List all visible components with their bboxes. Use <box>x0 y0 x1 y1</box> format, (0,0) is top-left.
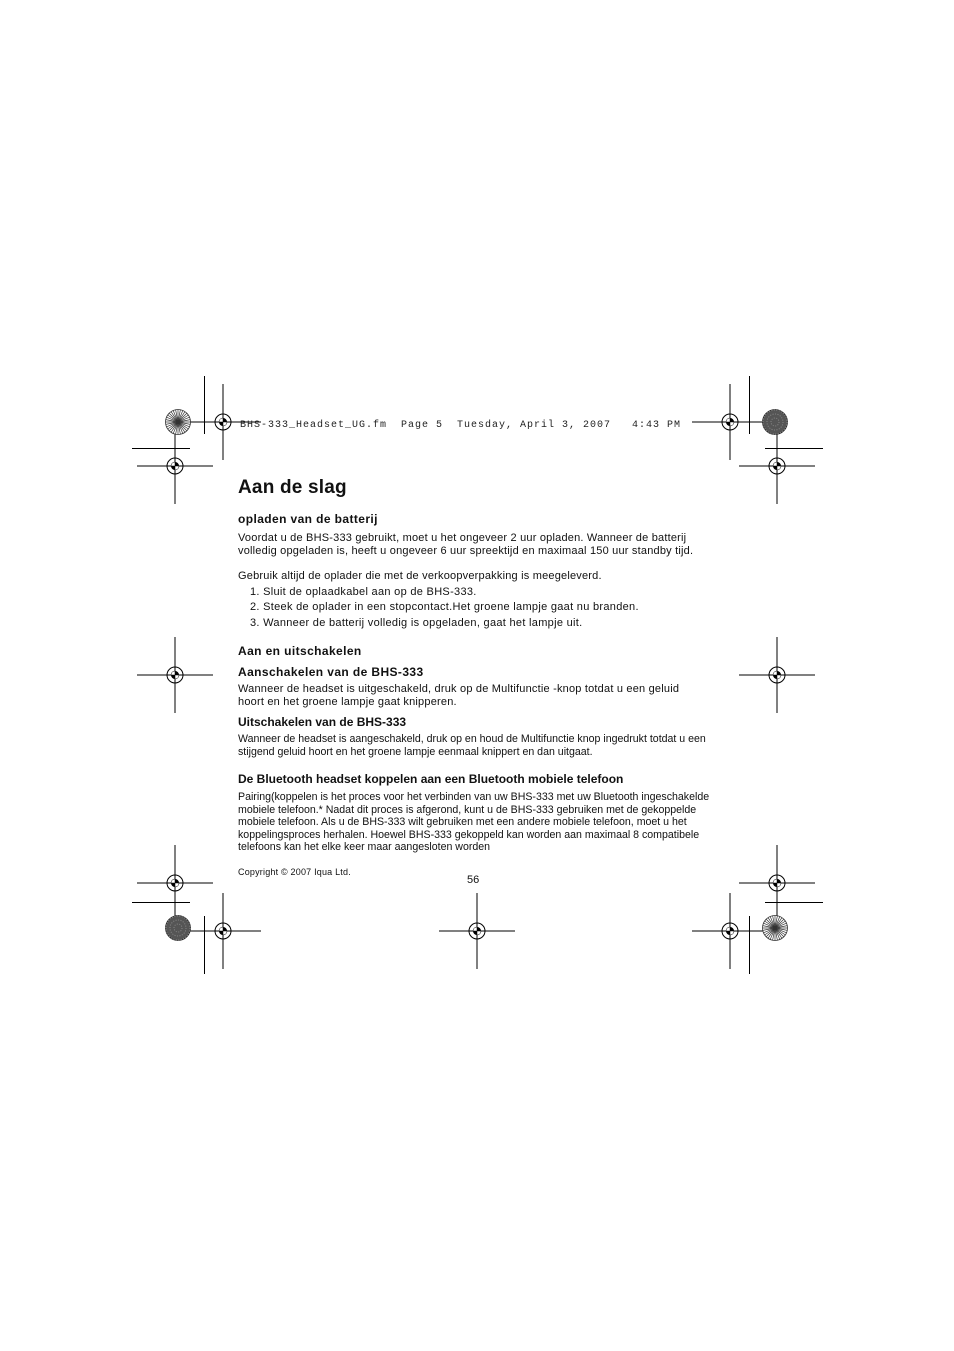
page-number: 56 <box>467 874 480 886</box>
print-header: BHS-333_Headset_UG.fm Page 5 Tuesday, April 3, 2007 4:43 PM <box>240 420 682 431</box>
registration-mark-icon <box>739 637 815 713</box>
power-on-text: Wanneer de headset is uitgeschakeld, druk op de Multifunctie -knop totdat u een geluid hoort en het groene lampje gaat knipperen. <box>238 683 680 708</box>
pairing-text: Pairing(koppelen is het proces voor het verbinden van uw BHS-333 met uw Bluetooth ingeschakelde mobiele telefoon.* Nadat dit proces is afgerond, kunt u de BHS-333 gebruiken met de gekoppelde mobiele telefoon. Als u de BHS-333 wilt gebruiken met een andere mobiele telefoon, moet u het koppelingsproces herhalen. Hoewel BHS-333 gekoppeld kan worden aan maximaal 8 compatibele telefoons kan het elke keer maar aangesloten worden <box>238 791 710 853</box>
list-item: 3. Wanneer de batterij volledig is opgeladen, gaat het lampje uit. <box>250 617 583 629</box>
registration-mark-icon <box>692 893 768 969</box>
list-item: 2. Steek de oplader in een stopcontact.Het groene lampje gaat nu branden. <box>250 601 639 613</box>
registration-mark-icon <box>137 637 213 713</box>
copyright-notice: Copyright © 2007 Iqua Ltd. <box>238 867 351 877</box>
star-target-icon <box>762 915 788 941</box>
section-heading-power: Aan en uitschakelen <box>238 644 362 658</box>
section-heading-pairing: De Bluetooth headset koppelen aan een Bluetooth mobiele telefoon <box>238 772 624 786</box>
list-item: 1. Sluit de oplaadkabel aan op de BHS-333. <box>250 586 477 598</box>
subheading-power-on: Aanschakelen van de BHS-333 <box>238 665 424 679</box>
registration-mark-icon <box>137 428 213 504</box>
charging-paragraph: Voordat u de BHS-333 gebruikt, moet u het ongeveer 2 uur opladen. Wanneer de batterij volledig opgeladen is, heeft u ongeveer 6 uur spreektijd en maximaal 150 uur standby tijd. <box>238 532 694 557</box>
page-title: Aan de slag <box>238 477 347 498</box>
section-heading-charging: opladen van de batterij <box>238 512 378 526</box>
subheading-power-off: Uitschakelen van de BHS-333 <box>238 715 407 729</box>
grey-dot-circle-icon <box>165 915 191 941</box>
star-target-icon <box>165 409 191 435</box>
power-off-text: Wanneer de headset is aangeschakeld, druk op en houd de Multifunctie knop ingedrukt totdat u een stijgend geluid hoort en het groene lampje eenmaal knippert en dan uitgaat. <box>238 733 706 758</box>
grey-dot-circle-icon <box>762 409 788 435</box>
registration-mark-icon <box>739 428 815 504</box>
registration-mark-icon <box>185 893 261 969</box>
registration-mark-icon <box>439 893 515 969</box>
charging-note: Gebruik altijd de oplader die met de verkoopverpakking is meegeleverd. <box>238 570 602 582</box>
